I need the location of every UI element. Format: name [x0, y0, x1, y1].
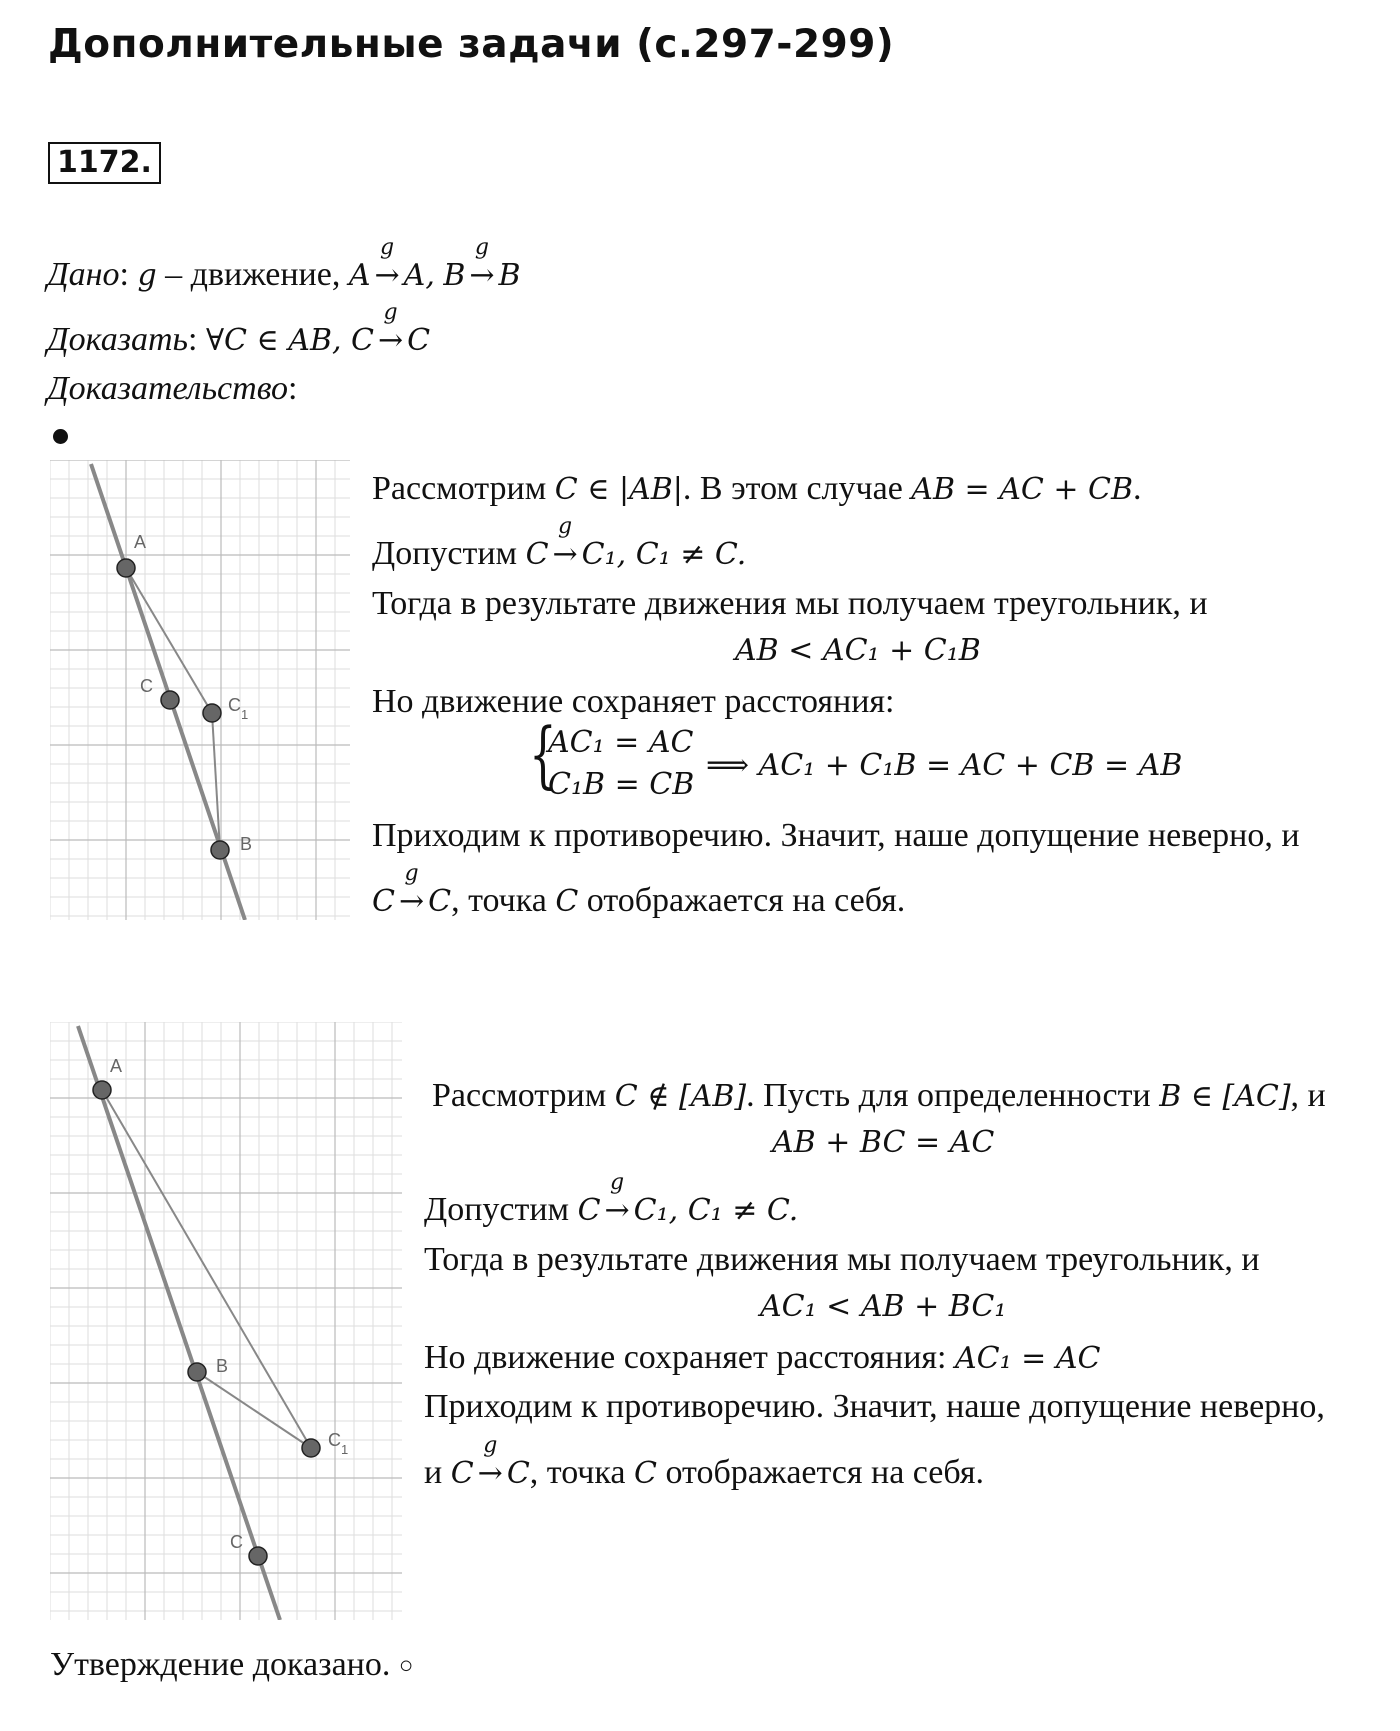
- given-b2: B: [498, 258, 521, 293]
- case1-line1-a: Рассмотрим: [372, 470, 555, 507]
- label-c1: [328, 1430, 348, 1457]
- case2-line1-b: . Пусть для определенности: [746, 1077, 1160, 1114]
- proof-label-line: Доказательство:: [47, 370, 298, 407]
- case2-line3-rest: C₁, C₁ ≠ C.: [633, 1193, 799, 1228]
- case2-line1-a: Рассмотрим: [432, 1077, 615, 1114]
- prove-line: Доказать: ∀C ∈ AB, C g → C: [47, 300, 431, 358]
- maps-arrow: [395, 861, 428, 919]
- maps-arrow: [371, 235, 404, 293]
- given-a2: A,: [403, 258, 435, 293]
- arrow-g: g: [380, 235, 395, 260]
- conclusion-text: Утверждение доказано.: [50, 1646, 391, 1683]
- case2-line1-m1: C ∉ [AB]: [614, 1079, 747, 1114]
- label-c: C: [140, 676, 153, 696]
- case1-sys-result: ⟹ AC₁ + C₁B = AC + CB = AB: [706, 748, 1183, 783]
- case2-line2: AB + BC = AC: [772, 1125, 995, 1160]
- label-c1-letter: C: [328, 1430, 341, 1450]
- point-a: [117, 559, 135, 577]
- label-c1-sub: 1: [241, 707, 249, 722]
- label-c1: [228, 695, 248, 722]
- case1-line1-m1: C ∈ |AB|: [554, 472, 683, 507]
- given-g: g: [137, 258, 157, 293]
- case2-line6-a: Но движение сохраняет расстояния:: [424, 1339, 955, 1376]
- case1-line1: [372, 472, 1142, 506]
- arrow-symbol: →: [398, 884, 425, 919]
- case1-line2-c: C: [525, 537, 549, 572]
- case2-line3-c: C: [577, 1193, 601, 1228]
- case2-line6: [424, 1341, 1100, 1375]
- prove-result: C: [407, 323, 431, 358]
- case2-line1: [432, 1079, 1326, 1113]
- point-b: [188, 1363, 206, 1381]
- case1-line1-m2: AB = AC + CB: [911, 472, 1134, 507]
- case2-line8-b: отображается на себя.: [656, 1454, 984, 1491]
- point-c1: [302, 1439, 320, 1457]
- arrow-symbol: →: [552, 537, 578, 572]
- case2-line5: AC₁ < AB + BC₁: [760, 1289, 1007, 1324]
- system-brace: {: [529, 712, 557, 796]
- arrow-symbol: →: [374, 258, 400, 293]
- arrow-symbol: →: [604, 1193, 630, 1228]
- case1-line8: [372, 861, 906, 919]
- given-a1: A: [348, 258, 371, 293]
- case1-line2-rest: C₁, C₁ ≠ C.: [581, 537, 747, 572]
- label-a: A: [134, 532, 147, 552]
- proof-label: Доказательство: [47, 370, 289, 407]
- case2-line6-m: AC₁ = AC: [954, 1341, 1101, 1376]
- case2-line8-c1: C: [450, 1456, 474, 1491]
- case2-line7: Приходим к противоречию. Значит, наше допущение неверно,: [424, 1388, 1325, 1425]
- maps-arrow: [601, 1170, 634, 1228]
- case1-line8-c1: C: [372, 884, 395, 919]
- given-b1: B: [443, 258, 466, 293]
- arrow-g: g: [483, 1433, 498, 1458]
- arrow-g: g: [383, 300, 398, 325]
- case2-line1-m2: B ∈ [AC]: [1159, 1079, 1291, 1114]
- grid-major: [50, 460, 350, 920]
- arrow-g: g: [610, 1170, 625, 1195]
- case1-line2-a: Допустим: [372, 535, 526, 572]
- label-b: B: [216, 1356, 229, 1376]
- end-of-proof-icon: ○: [398, 1653, 414, 1679]
- label-c: C: [230, 1532, 243, 1552]
- case1-line3: Тогда в результате движения мы получаем треугольник, и: [372, 585, 1208, 622]
- bullet-point: [53, 429, 68, 444]
- case1-sys2: C₁B = CB: [548, 767, 695, 802]
- case1-line8-b: отображается на себя.: [578, 882, 906, 919]
- grid-minor: [50, 460, 350, 920]
- case1-line1-c: .: [1133, 470, 1142, 507]
- arrow-symbol: →: [469, 258, 495, 293]
- problem-number: 1172.: [48, 142, 161, 184]
- label-b: B: [240, 834, 253, 854]
- given-line: Дано: g – движение, A g → A, B g → B: [47, 235, 521, 293]
- case1-line8-c3: C: [555, 884, 579, 919]
- grid-major: [50, 1022, 402, 1620]
- point-c: [161, 691, 179, 709]
- case1-line8-c2: C: [428, 884, 452, 919]
- point-c: [249, 1547, 267, 1565]
- case1-line2: [372, 514, 747, 572]
- label-c1-sub: 1: [341, 1442, 349, 1457]
- maps-arrow: [474, 1433, 507, 1491]
- point-b: [211, 841, 229, 859]
- arrow-symbol: →: [378, 323, 404, 358]
- figure-case-2: [50, 1022, 402, 1620]
- arrow-g: g: [404, 861, 419, 886]
- given-label: Дано: [47, 256, 120, 293]
- given-desc: – движение,: [156, 256, 349, 293]
- case2-line4: Тогда в результате движения мы получаем треугольник, и: [424, 1241, 1260, 1278]
- case1-line7: Приходим к противоречию. Значит, наше допущение неверно, и: [372, 817, 1300, 854]
- case1-line1-b: . В этом случае: [682, 470, 912, 507]
- case1-line4: AB < AC₁ + C₁B: [735, 633, 981, 668]
- case2-line8-a: , точка: [529, 1454, 635, 1491]
- case2-line3: [424, 1170, 799, 1228]
- maps-arrow: [465, 235, 498, 293]
- grid-minor: [50, 1022, 402, 1620]
- prove-statement: ∀C ∈ AB, C: [205, 323, 375, 358]
- maps-arrow: [374, 300, 407, 358]
- case2-line8-c2: C: [506, 1456, 530, 1491]
- case1-line5: Но движение сохраняет расстояния:: [372, 683, 895, 720]
- page-title: Дополнительные задачи (с.297-299): [48, 22, 895, 67]
- label-a: A: [110, 1056, 123, 1076]
- case2-line3-a: Допустим: [424, 1191, 578, 1228]
- case2-line8: [424, 1433, 984, 1491]
- arrow-g: g: [558, 514, 573, 539]
- point-a: [93, 1081, 111, 1099]
- case2-line1-c: , и: [1290, 1077, 1326, 1114]
- case2-line8-c3: C: [634, 1456, 657, 1491]
- conclusion-line: [50, 1648, 413, 1682]
- point-c1: [203, 704, 221, 722]
- arrow-g: g: [474, 235, 490, 260]
- case1-sys1: AC₁ = AC: [548, 725, 694, 760]
- line-ab: [78, 1026, 280, 1620]
- maps-arrow: [549, 514, 582, 572]
- case1-line8-a: , точка: [451, 882, 556, 919]
- prove-label: Доказать: [47, 321, 188, 358]
- arrow-symbol: →: [477, 1456, 503, 1491]
- label-c1-letter: C: [228, 695, 241, 715]
- figure-case-1: [50, 460, 350, 920]
- case2-line8-pre: и: [424, 1454, 451, 1491]
